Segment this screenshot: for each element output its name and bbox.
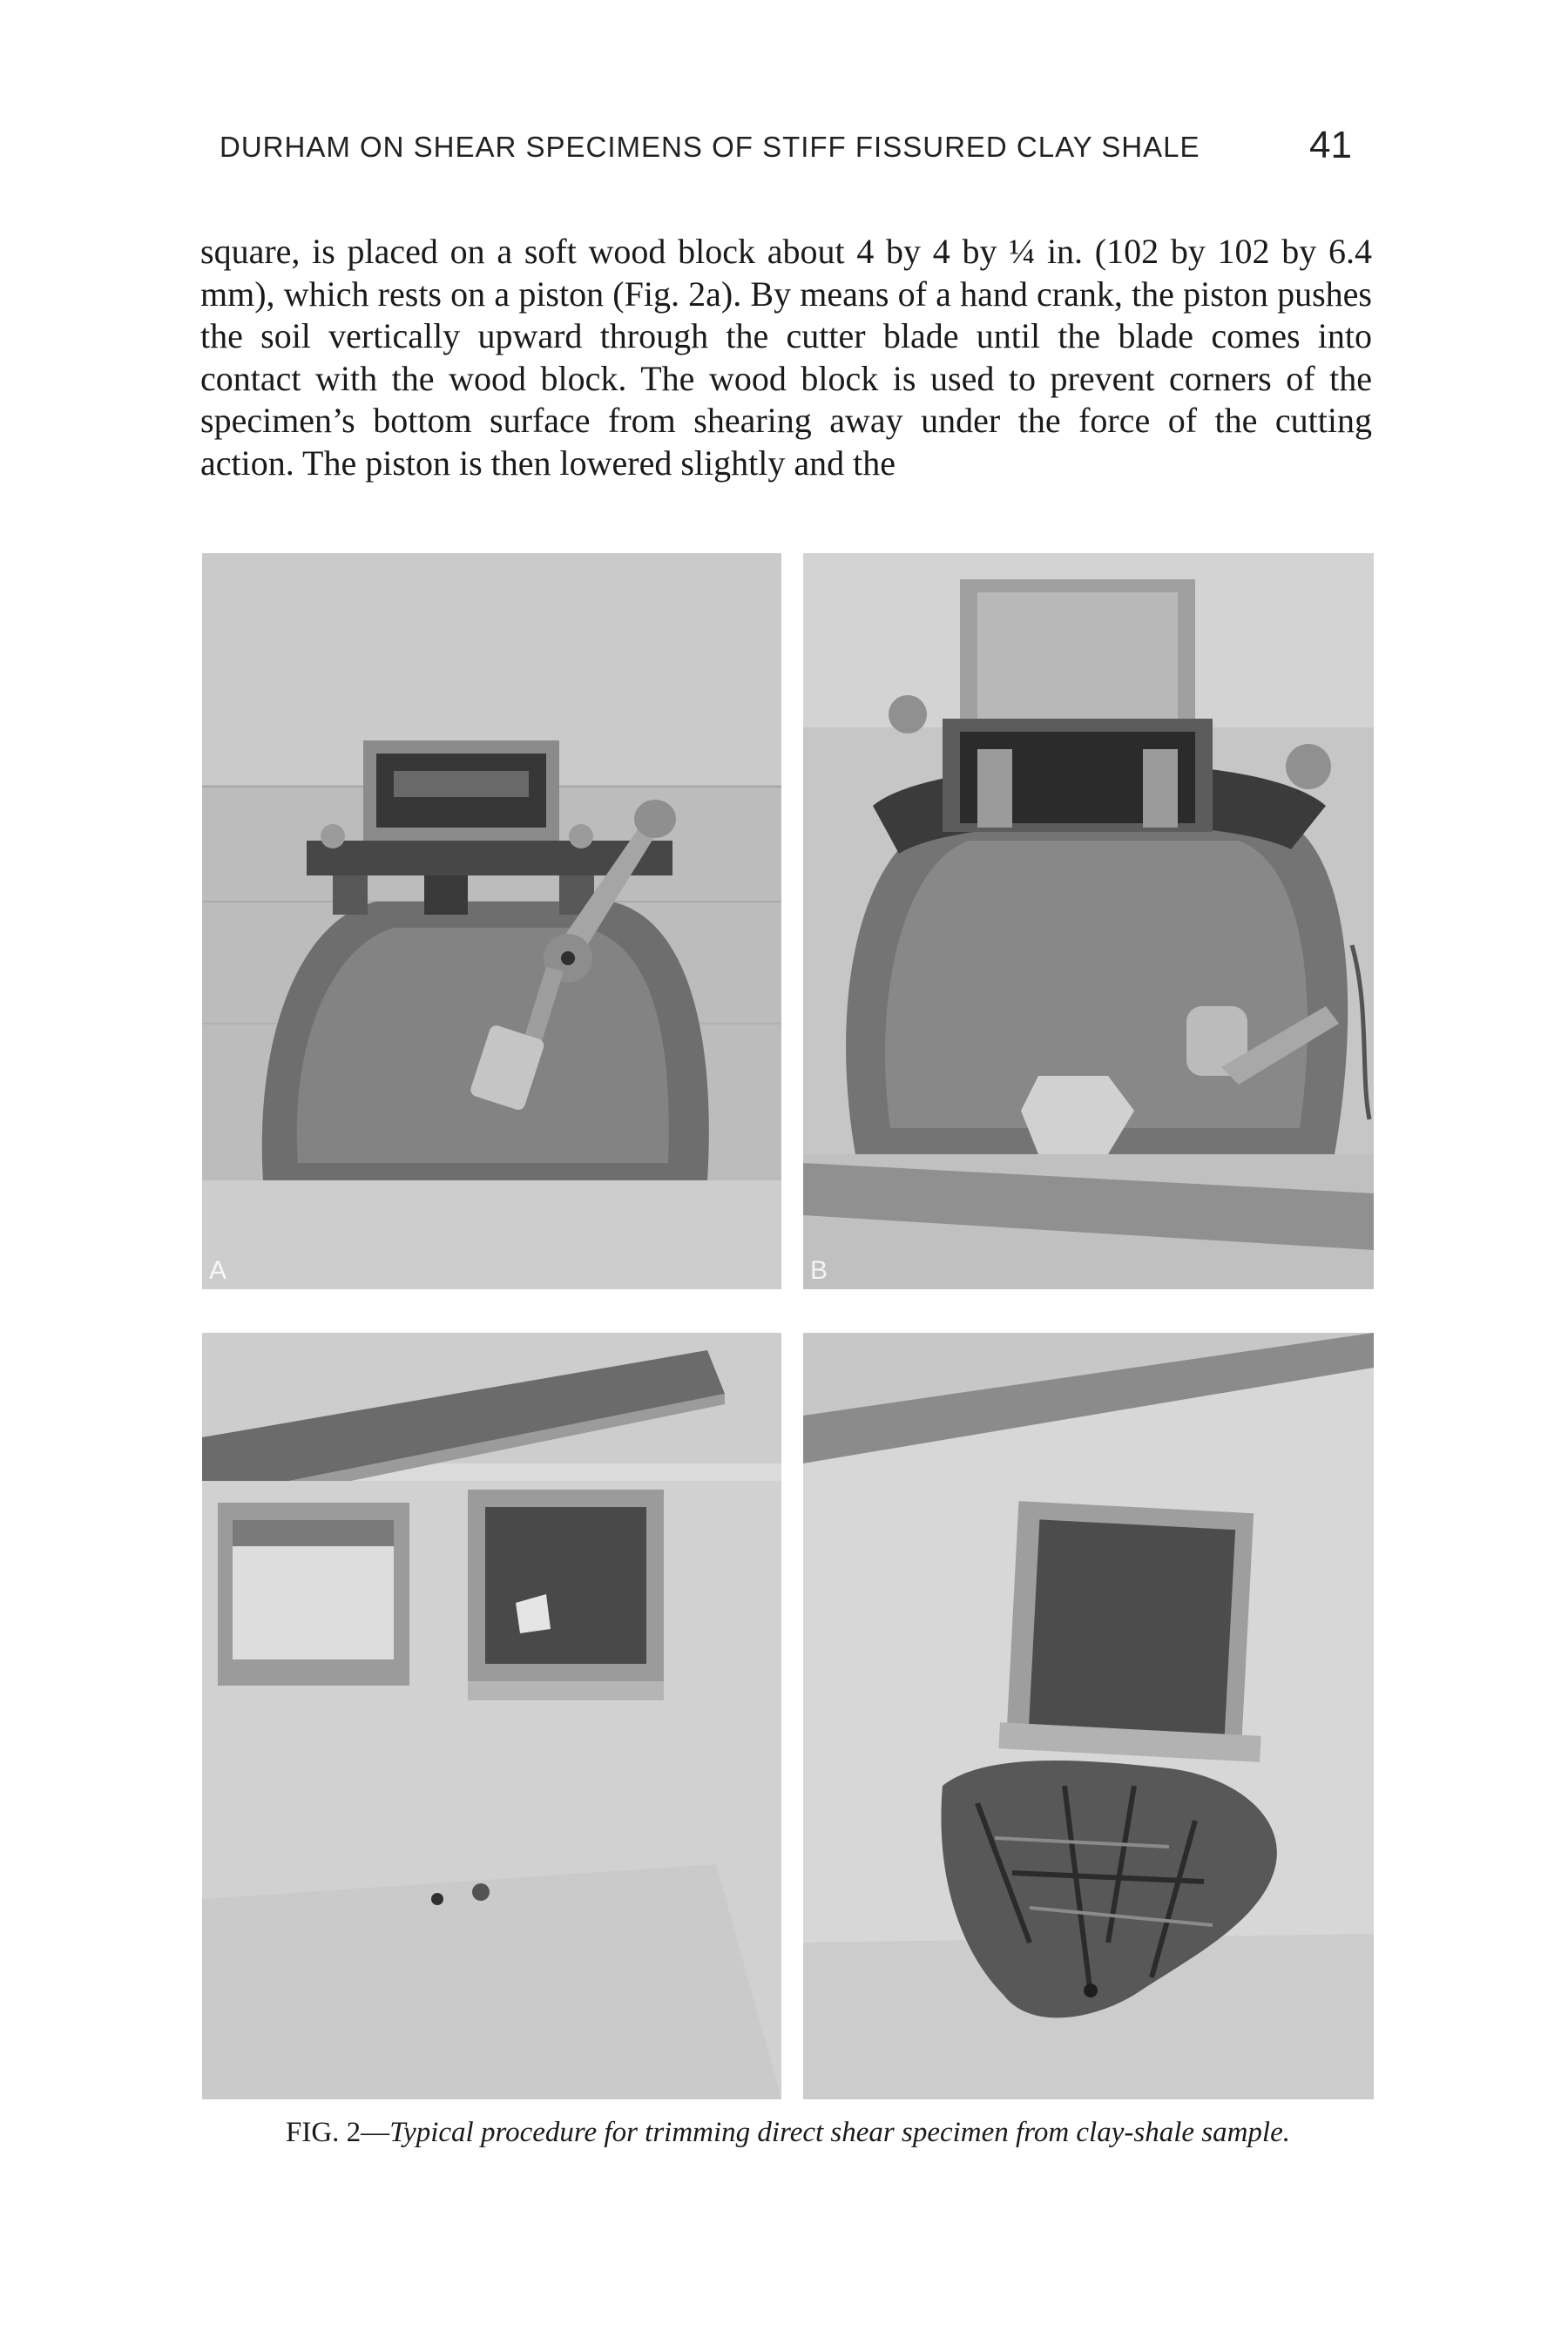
photo-panel-c [202,1333,781,2099]
photo-panel-a [202,553,781,1289]
body-paragraph: square, is placed on a soft wood block about 4 by 4 by ¼ in. (102 by 102 by 6.4 mm), which rests on a piston (Fig. 2a). By means of a hand crank, the piston pushes the soil vertically upward through the cutter blade until the blade comes into contact with the wood block. The wood block is used to prevent corners of the specimen’s bottom surface from shearing away under the force of the cutting action. The piston is then lowered slightly and the [200,232,1372,483]
running-head [220,124,1352,167]
caption-label: FIG. 2— [286,2117,390,2148]
photo-panel-b [803,553,1374,1289]
body-text [200,231,1372,484]
trimming-device-image [202,553,781,1289]
photo-panel-d [803,1333,1374,2099]
running-title: DURHAM ON SHEAR SPECIMENS OF STIFF FISSURED CLAY SHALE [220,131,1200,163]
trimming-device-cuttings-image [803,553,1374,1289]
specimen-cuttings-image [803,1333,1374,2099]
caption-text: Typical procedure for trimming direct shear specimen from clay-shale sample. [389,2117,1290,2148]
panel-letter-a: A [209,1256,227,1285]
frame-and-specimen-image [202,1333,781,2099]
figure-2 [202,553,1374,2099]
panel-letter-b: B [810,1256,828,1285]
page-number: 41 [1309,124,1352,166]
figure-caption [202,2117,1374,2149]
